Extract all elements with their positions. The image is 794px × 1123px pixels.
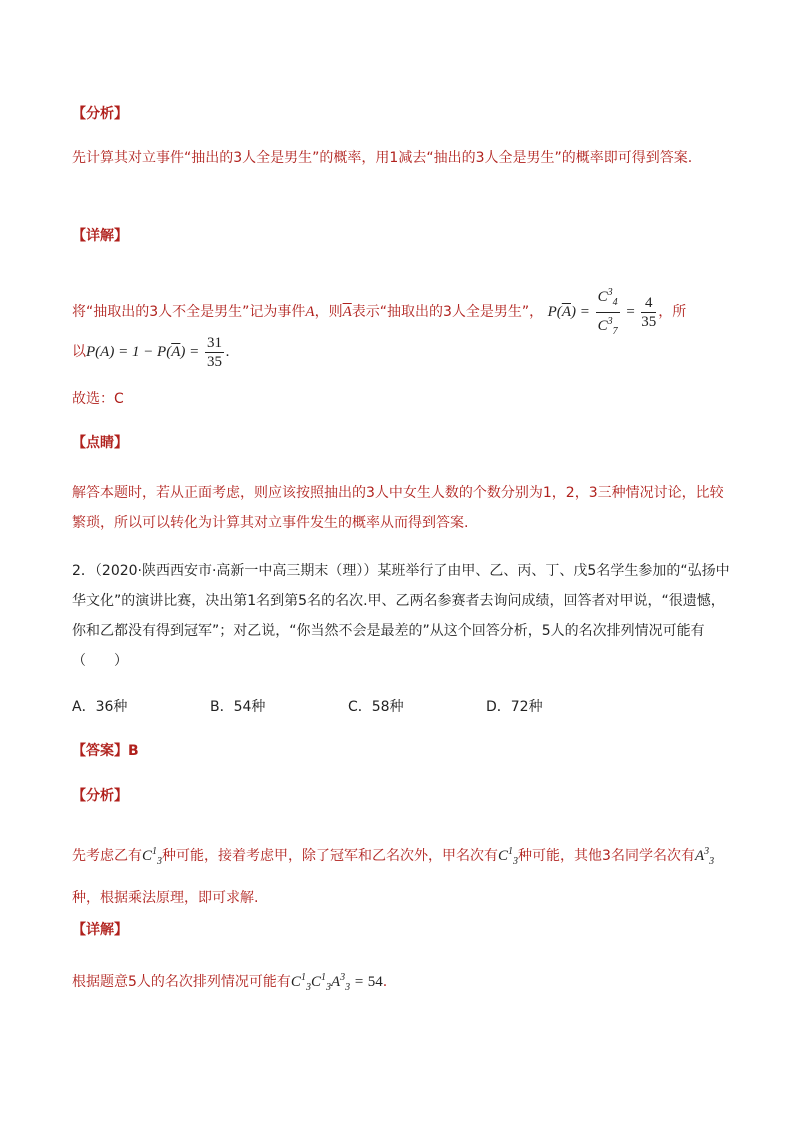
event-A: A: [305, 303, 315, 320]
question-2-options: [72, 697, 732, 717]
option-a: A．36种: [72, 699, 128, 715]
detail-text-2: [72, 968, 732, 998]
analysis-heading-1: 【分析】: [72, 106, 128, 122]
detail-heading-2: 【详解】: [72, 922, 128, 938]
option-c: C．58种: [348, 699, 404, 715]
formula-C31-a: $C^1_3$: [142, 846, 163, 867]
detail-text-1-line2: [72, 334, 732, 371]
analysis-2a: 先考虑乙有: [72, 848, 142, 864]
detail-text-1d: ，所: [658, 303, 687, 320]
remark-heading-1: 【点睛】: [72, 435, 128, 451]
detail-text-1c: 表示“抽取出的3人全是男生”，: [351, 303, 544, 320]
detail-2b: .: [382, 974, 388, 990]
formula-P-Abar: $P(\overline{A})$ = $\frac{C^3_4}{C^3_7}$ = $\frac{4}{35}$: [548, 304, 659, 320]
answer-2: 【答案】B: [72, 743, 139, 759]
detail-heading-1: 【详解】: [72, 228, 128, 244]
analysis-2b: 种可能，接着考虑甲，除了冠军和乙名次外，甲名次有: [162, 848, 499, 864]
detail-text-1a: 将“抽取出的3人不全是男生”记为事件: [72, 303, 306, 320]
option-d: D．72种: [486, 699, 543, 715]
remark-text-1: 解答本题时，若从正面考虑，则应该按照抽出的3人中女生人数的个数分别为1，2，3三种情况讨论，比较繁琐，所以可以转化为计算其对立事件发生的概率从而得到答案.: [72, 485, 724, 531]
formula-C31-b: $C^1_3$: [498, 846, 519, 867]
formula-A33: $A^3_3$: [694, 846, 715, 867]
analysis-2d: 种，根据乘法原理，即可求解.: [72, 890, 259, 906]
question-2-stem: 2．（2020·陕西西安市·高新一中高三期末（理））某班举行了由甲、乙、丙、丁、戊5名学生参加的“弘扬中华文化”的演讲比赛，决出第1名到第5名的名次.甲、乙两名参赛者去询问成绩，回答者对甲说，“很遗憾，你和乙都没有得到冠军”；对乙说，“你当然不会是最差的”从这个回答分析，5人的名次排列情况可能有（ ）: [72, 563, 730, 669]
analysis-heading-2: 【分析】: [72, 788, 128, 804]
analysis-2c: 种可能，其他3名同学名次有: [518, 848, 695, 864]
detail-text-1b: ，则: [314, 303, 343, 320]
detail-2a: 根据题意5人的名次排列情况可能有: [72, 974, 291, 990]
formula-P-A: $P(A) = 1 - P(\overline{A})$ = $\frac{31}{35}$ .: [86, 335, 230, 370]
analysis-text-2: [72, 834, 732, 916]
formula-product: $C^1_3C^1_3A^3_3 = 54$: [290, 972, 383, 993]
analysis-text-1: 先计算其对立事件“抽出的3人全是男生”的概率，用1减去“抽出的3人全是男生”的概率即可得到答案.: [72, 150, 693, 166]
choose-line-1: 故选：C: [72, 391, 124, 407]
detail-text-1: [72, 284, 732, 341]
option-b: B．54种: [210, 699, 266, 715]
detail-text-1e: 以: [72, 343, 86, 360]
event-A-bar: $\overline{A}$: [342, 303, 352, 320]
